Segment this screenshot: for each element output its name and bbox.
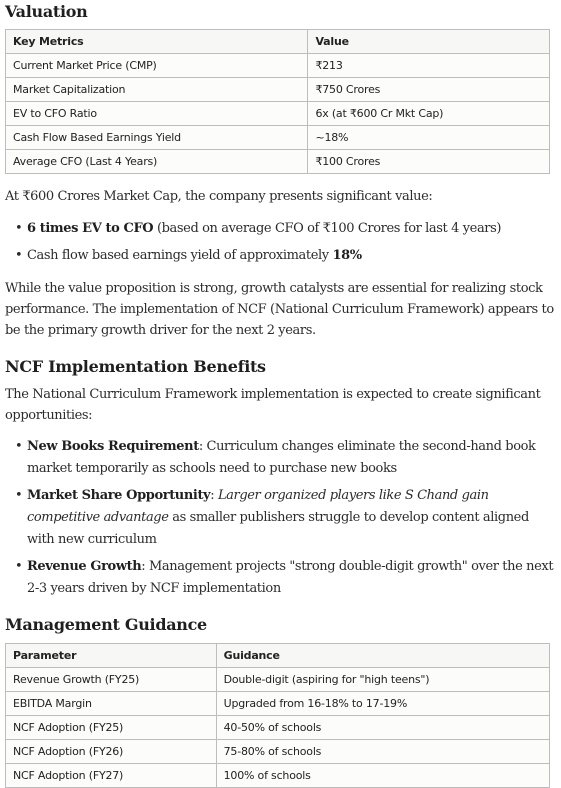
list-item <box>5 436 556 480</box>
item-text: : <box>210 488 218 503</box>
table-header-row <box>6 30 550 54</box>
table-cell: ₹213 <box>308 54 550 78</box>
table-row <box>6 740 550 764</box>
bullet-icon: • <box>15 488 23 503</box>
table-cell: ₹750 Crores <box>308 78 550 102</box>
table-cell: Current Market Price (CMP) <box>6 54 308 78</box>
valuation-table <box>5 29 550 174</box>
table-cell: Market Capitalization <box>6 78 308 102</box>
table-cell: ₹100 Crores <box>308 150 550 174</box>
italic-text: Larger organized players like S Chand gain competitive advantage <box>27 488 489 525</box>
guidance-table <box>5 643 550 788</box>
table-row <box>6 764 550 788</box>
item-text: as smaller publishers struggle to develop content aligned with new curriculum <box>27 510 529 547</box>
list-item <box>5 556 556 600</box>
bold-text: Revenue Growth <box>27 559 142 574</box>
item-text: : Management projects "strong double-digit growth" over the next 2-3 years driven by NCF implementation <box>27 559 554 596</box>
table-row <box>6 668 550 692</box>
item-text: Cash flow based earnings yield of approximately <box>27 248 333 263</box>
item-text: (based on average CFO of ₹100 Crores for last 4 years) <box>153 221 502 236</box>
table-header-row <box>6 644 550 668</box>
bold-text: Market Share Opportunity <box>27 488 211 503</box>
list-item <box>5 218 556 240</box>
bullet-icon: • <box>15 439 23 454</box>
list-item <box>5 485 556 551</box>
valuation-bullet-list <box>5 218 556 267</box>
table-cell: Average CFO (Last 4 Years) <box>6 150 308 174</box>
bullet-icon: • <box>15 248 23 263</box>
table-row <box>6 692 550 716</box>
table-cell: NCF Adoption (FY27) <box>6 764 217 788</box>
table-cell: EV to CFO Ratio <box>6 102 308 126</box>
table-cell: EBITDA Margin <box>6 692 217 716</box>
bullet-icon: • <box>15 221 23 236</box>
table-cell: NCF Adoption (FY25) <box>6 716 217 740</box>
ncf-intro: The National Curriculum Framework implementation is expected to create significant opportunities: <box>5 387 541 423</box>
column-header: Guidance <box>216 644 549 668</box>
list-item <box>5 245 556 267</box>
bold-text: New Books Requirement <box>27 439 199 454</box>
bullet-icon: • <box>15 559 23 574</box>
table-row <box>6 150 550 174</box>
bold-text: 6 times EV to CFO <box>27 221 154 236</box>
column-header: Parameter <box>6 644 217 668</box>
table-row <box>6 54 550 78</box>
table-cell: Cash Flow Based Earnings Yield <box>6 126 308 150</box>
guidance-heading: Management Guidance <box>5 615 207 634</box>
table-cell: 100% of schools <box>216 764 549 788</box>
item-text: : Curriculum changes eliminate the second-hand book market temporarily as schools need to purchase new books <box>27 439 536 476</box>
table-cell: Double-digit (aspiring for "high teens") <box>216 668 549 692</box>
ncf-benefits-list <box>5 436 556 600</box>
table-cell: 6x (at ₹600 Cr Mkt Cap) <box>308 102 550 126</box>
table-cell: Upgraded from 16-18% to 17-19% <box>216 692 549 716</box>
table-row <box>6 102 550 126</box>
valuation-heading: Valuation <box>5 2 88 21</box>
column-header: Value <box>308 30 550 54</box>
table-cell: 75-80% of schools <box>216 740 549 764</box>
table-cell: NCF Adoption (FY26) <box>6 740 217 764</box>
valuation-intro: At ₹600 Crores Market Cap, the company presents significant value: <box>5 189 433 204</box>
table-row <box>6 126 550 150</box>
bold-text: 18% <box>332 248 362 263</box>
table-row <box>6 716 550 740</box>
ncf-heading: NCF Implementation Benefits <box>5 357 266 376</box>
column-header: Key Metrics <box>6 30 308 54</box>
table-cell: ~18% <box>308 126 550 150</box>
valuation-conclusion: While the value proposition is strong, growth catalysts are essential for realizing stock performance. The implementation of NCF (National Curriculum Framework) appears to be the primary growth driver for the next 2 years. <box>5 281 554 338</box>
table-row <box>6 78 550 102</box>
table-cell: Revenue Growth (FY25) <box>6 668 217 692</box>
table-cell: 40-50% of schools <box>216 716 549 740</box>
